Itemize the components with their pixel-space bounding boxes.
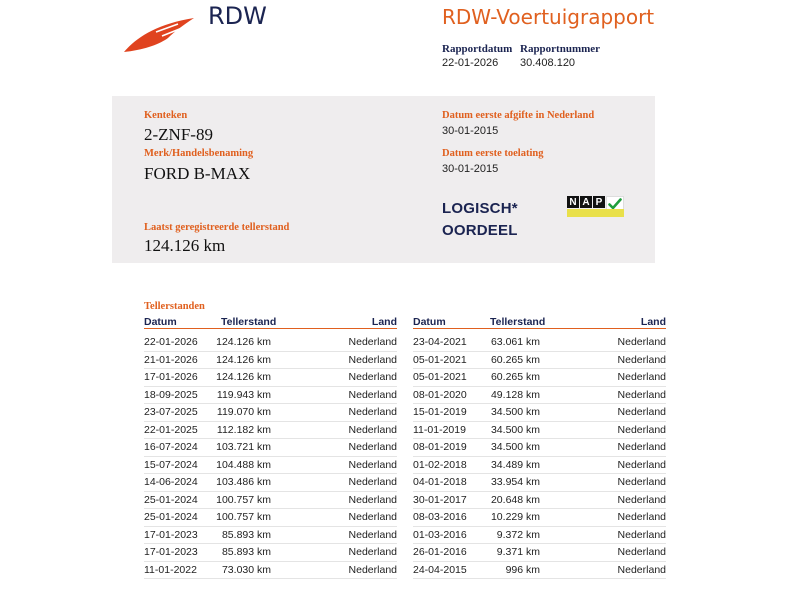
teller-value: 124.126 km — [144, 236, 226, 255]
cell-datum: 23-04-2021 — [413, 336, 467, 348]
cell-land: Nederland — [348, 423, 397, 436]
cell-datum: 25-01-2024 — [144, 511, 198, 523]
cell-datum: 17-01-2026 — [144, 371, 198, 383]
cell-datum: 24-04-2015 — [413, 563, 467, 576]
cell-tellerstand: 33.954 km — [490, 476, 540, 488]
table-header — [413, 316, 666, 329]
cell-datum: 21-01-2026 — [144, 353, 198, 366]
cell-datum: 17-01-2023 — [144, 546, 198, 558]
cell-datum: 15-01-2019 — [413, 406, 467, 418]
table-row — [144, 509, 397, 527]
col-land: Land — [371, 316, 397, 328]
cell-tellerstand: 73.030 km — [221, 563, 271, 576]
table-row — [144, 422, 397, 440]
cell-tellerstand: 9.372 km — [496, 528, 540, 541]
table-row — [413, 492, 666, 510]
report-date-value: 22-01-2026 — [442, 57, 499, 69]
oordeel-line-1: LOGISCH* — [442, 200, 518, 217]
cell-tellerstand: 103.721 km — [216, 441, 271, 453]
cell-land: Nederland — [617, 371, 666, 383]
col-datum: Datum — [413, 316, 446, 328]
cell-land: Nederland — [617, 511, 666, 523]
cell-datum: 05-01-2021 — [413, 371, 467, 383]
cell-land: Nederland — [617, 441, 666, 453]
tellerstanden-title: Tellerstanden — [144, 301, 205, 312]
eerste-afgifte-value: 30-01-2015 — [442, 125, 499, 137]
cell-tellerstand: 34.500 km — [490, 441, 540, 453]
nap-letter: A — [580, 196, 592, 208]
eerste-toelating-value: 30-01-2015 — [442, 163, 499, 175]
nap-letter: P — [593, 196, 605, 208]
cell-tellerstand: 100.757 km — [216, 511, 271, 523]
cell-land: Nederland — [617, 388, 666, 401]
cell-tellerstand: 85.893 km — [221, 546, 271, 558]
report-date-label: Rapportdatum — [442, 43, 513, 55]
table-row — [144, 334, 397, 352]
col-land: Land — [640, 316, 666, 328]
cell-datum: 22-01-2026 — [144, 336, 198, 348]
cell-land: Nederland — [348, 546, 397, 558]
table-body — [144, 329, 397, 579]
table-row — [413, 527, 666, 545]
cell-land: Nederland — [348, 458, 397, 471]
table-row — [144, 369, 397, 387]
cell-datum: 17-01-2023 — [144, 528, 198, 541]
table-row — [413, 509, 666, 527]
cell-land: Nederland — [348, 371, 397, 383]
nap-underbar — [567, 209, 624, 217]
brand-name: RDW — [208, 2, 267, 30]
cell-tellerstand: 34.489 km — [490, 458, 540, 471]
rdw-logo-icon — [122, 16, 198, 54]
cell-tellerstand: 60.265 km — [490, 371, 540, 383]
table-row — [413, 404, 666, 422]
table-row — [144, 544, 397, 562]
table-row — [144, 562, 397, 580]
cell-tellerstand: 34.500 km — [490, 406, 540, 418]
cell-tellerstand: 996 km — [505, 563, 540, 576]
cell-land: Nederland — [348, 353, 397, 366]
cell-land: Nederland — [348, 336, 397, 348]
cell-tellerstand: 103.486 km — [216, 476, 271, 488]
cell-datum: 25-01-2024 — [144, 493, 198, 506]
kenteken-value: 2-ZNF-89 — [144, 125, 213, 144]
report-number-label: Rapportnummer — [520, 43, 601, 55]
teller-label: Laatst geregistreerde tellerstand — [144, 222, 290, 233]
table-row — [413, 544, 666, 562]
cell-tellerstand: 124.126 km — [216, 371, 271, 383]
table-row — [144, 439, 397, 457]
cell-datum: 08-01-2020 — [413, 388, 467, 401]
report-number-value: 30.408.120 — [520, 57, 576, 69]
table-row — [413, 474, 666, 492]
cell-land: Nederland — [617, 353, 666, 366]
cell-datum: 14-06-2024 — [144, 476, 198, 488]
table-row — [144, 474, 397, 492]
merk-value: FORD B-MAX — [144, 164, 251, 183]
table-row — [413, 387, 666, 405]
cell-datum: 11-01-2022 — [144, 563, 197, 576]
cell-tellerstand: 124.126 km — [216, 353, 271, 366]
cell-tellerstand: 63.061 km — [490, 336, 540, 348]
tellerstanden-table-right — [413, 316, 666, 579]
cell-land: Nederland — [348, 441, 397, 453]
cell-datum: 01-02-2018 — [413, 458, 467, 471]
cell-datum: 26-01-2016 — [413, 546, 467, 558]
cell-tellerstand: 49.128 km — [490, 388, 540, 401]
cell-tellerstand: 20.648 km — [490, 493, 540, 506]
cell-tellerstand: 112.182 km — [216, 423, 271, 436]
cell-land: Nederland — [348, 493, 397, 506]
table-row — [144, 387, 397, 405]
cell-land: Nederland — [617, 563, 666, 576]
cell-datum: 11-01-2019 — [413, 423, 466, 436]
table-row — [413, 352, 666, 370]
table-row — [413, 457, 666, 475]
cell-tellerstand: 104.488 km — [216, 458, 271, 471]
cell-datum: 08-03-2016 — [413, 511, 467, 523]
col-tellerstand: Tellerstand — [221, 316, 277, 328]
cell-datum: 15-07-2024 — [144, 458, 198, 471]
table-row — [144, 457, 397, 475]
cell-land: Nederland — [348, 511, 397, 523]
cell-datum: 18-09-2025 — [144, 388, 198, 401]
cell-tellerstand: 10.229 km — [490, 511, 540, 523]
nap-oordeel — [442, 198, 518, 242]
tellerstanden-table-left — [144, 316, 397, 579]
table-row — [144, 527, 397, 545]
cell-datum: 30-01-2017 — [413, 493, 467, 506]
cell-land: Nederland — [617, 423, 666, 436]
cell-datum: 22-01-2025 — [144, 423, 198, 436]
cell-datum: 01-03-2016 — [413, 528, 467, 541]
cell-land: Nederland — [617, 476, 666, 488]
nap-letter: N — [567, 196, 579, 208]
cell-land: Nederland — [348, 388, 397, 401]
col-tellerstand: Tellerstand — [490, 316, 546, 328]
table-row — [413, 334, 666, 352]
table-row — [413, 562, 666, 580]
cell-datum: 08-01-2019 — [413, 441, 467, 453]
cell-land: Nederland — [348, 563, 397, 576]
merk-label: Merk/Handelsbenaming — [144, 148, 254, 159]
cell-land: Nederland — [617, 546, 666, 558]
cell-tellerstand: 119.943 km — [216, 388, 271, 401]
cell-tellerstand: 9.371 km — [496, 546, 540, 558]
col-datum: Datum — [144, 316, 177, 328]
table-row — [413, 439, 666, 457]
table-row — [413, 369, 666, 387]
table-row — [413, 422, 666, 440]
cell-land: Nederland — [617, 458, 666, 471]
cell-tellerstand: 119.070 km — [216, 406, 271, 418]
cell-land: Nederland — [617, 336, 666, 348]
eerste-toelating-label: Datum eerste toelating — [442, 148, 544, 159]
nap-logo — [567, 196, 624, 217]
table-row — [144, 352, 397, 370]
cell-land: Nederland — [348, 476, 397, 488]
cell-land: Nederland — [348, 406, 397, 418]
cell-tellerstand: 85.893 km — [221, 528, 271, 541]
cell-land: Nederland — [617, 406, 666, 418]
cell-datum: 23-07-2025 — [144, 406, 198, 418]
cell-land: Nederland — [617, 528, 666, 541]
cell-datum: 05-01-2021 — [413, 353, 467, 366]
cell-tellerstand: 124.126 km — [216, 336, 271, 348]
table-body — [413, 329, 666, 579]
cell-land: Nederland — [617, 493, 666, 506]
kenteken-label: Kenteken — [144, 110, 188, 121]
cell-datum: 04-01-2018 — [413, 476, 467, 488]
cell-land: Nederland — [348, 528, 397, 541]
table-header — [144, 316, 397, 329]
report-title: RDW-Voertuigrapport — [442, 5, 655, 29]
oordeel-line-2: OORDEEL — [442, 222, 518, 239]
cell-tellerstand: 60.265 km — [490, 353, 540, 366]
table-row — [144, 404, 397, 422]
cell-datum: 16-07-2024 — [144, 441, 198, 453]
cell-tellerstand: 34.500 km — [490, 423, 540, 436]
table-row — [144, 492, 397, 510]
cell-tellerstand: 100.757 km — [216, 493, 271, 506]
eerste-afgifte-label: Datum eerste afgifte in Nederland — [442, 110, 595, 121]
